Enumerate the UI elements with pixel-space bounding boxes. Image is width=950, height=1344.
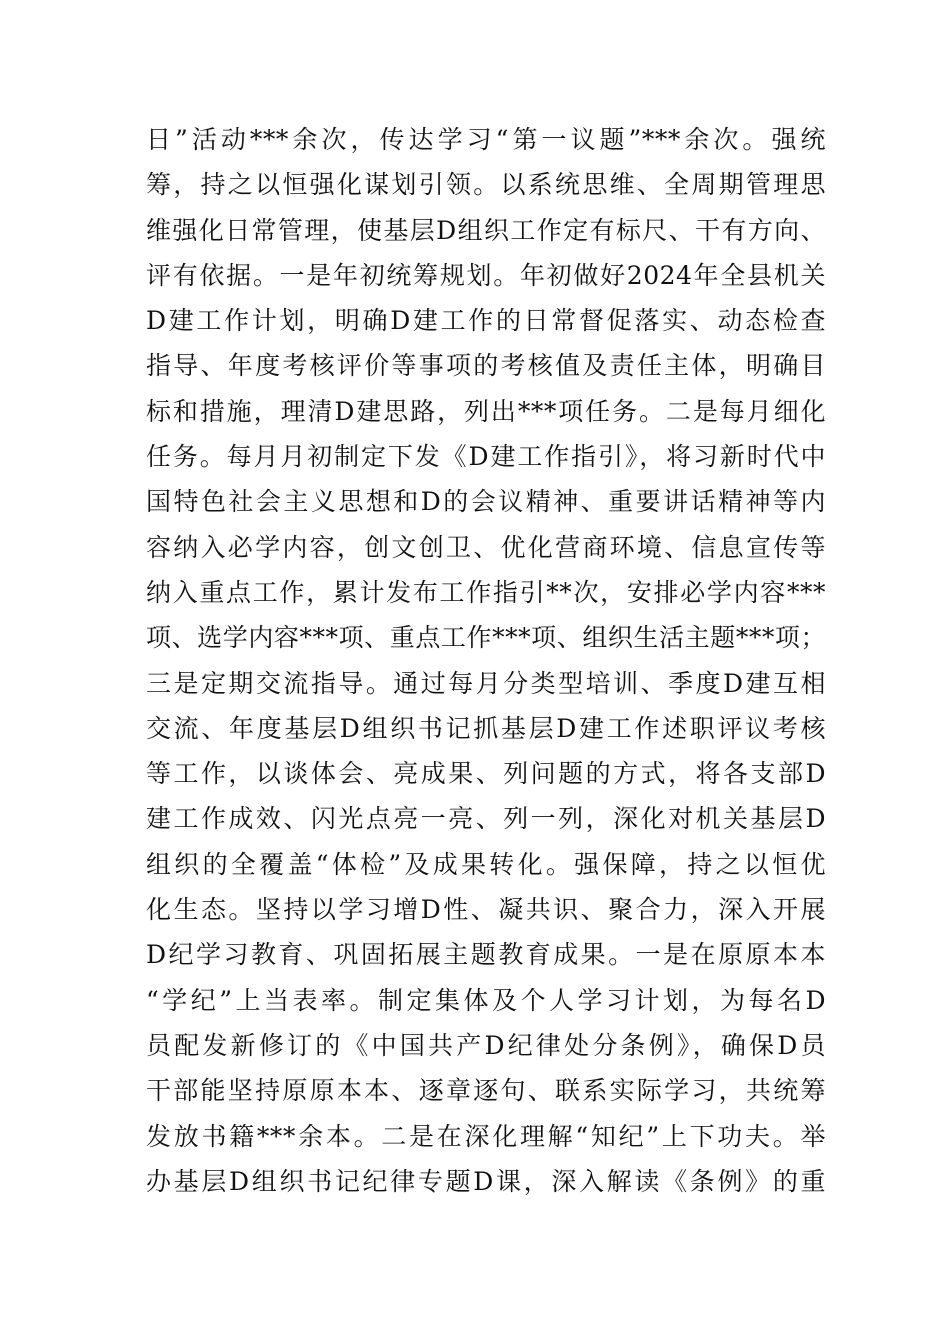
text-line: “学纪”上当表率。制定集体及个人学习计划，为每名D [146, 985, 826, 1015]
text-line: 容纳入必学内容，创文创卫、优化营商环境、信息宣传等 [146, 532, 826, 562]
text-line: 干部能坚持原原本本、逐章逐句、联系实际学习，共统筹 [146, 1076, 826, 1106]
text-line: 项、选学内容***项、重点工作***项、组织生活主题***项； [146, 623, 826, 653]
text-line: 标和措施，理清D建思路，列出***项任务。二是每月细化 [146, 396, 826, 426]
text-line: 发放书籍***余本。二是在深化理解“知纪”上下功夫。举 [146, 1121, 826, 1151]
text-line: 指导、年度考核评价等事项的考核值及责任主体，明确目 [146, 351, 826, 381]
text-line: 三是定期交流指导。通过每月分类型培训、季度D建互相 [146, 668, 826, 698]
text-line: 办基层D组织书记纪律专题D课，深入解读《条例》的重 [146, 1166, 826, 1196]
body-text [146, 117, 826, 1204]
text-line: 日”活动***余次，传达学习“第一议题”***余次。强统 [146, 125, 826, 154]
text-line: 筹，持之以恒强化谋划引领。以系统思维、全周期管理思 [146, 170, 826, 200]
text-line: 国特色社会主义思想和D的会议精神、重要讲话精神等内 [146, 487, 826, 517]
text-line: 化生态。坚持以学习增D性、凝共识、聚合力，深入开展 [146, 895, 826, 925]
text-line: D纪学习教育、巩固拓展主题教育成果。一是在原原本本 [146, 940, 826, 970]
text-line: 纳入重点工作，累计发布工作指引**次，安排必学内容*** [146, 577, 826, 607]
text-line: 维强化日常管理，使基层D组织工作定有标尺、干有方向、 [146, 215, 826, 245]
text-line: 任务。每月月初制定下发《D建工作指引》，将习新时代中 [146, 442, 826, 472]
text-line: 组织的全覆盖“体检”及成果转化。强保障，持之以恒优 [146, 849, 826, 879]
text-line: 评有依据。一是年初统筹规划。年初做好2024年全县机关 [146, 260, 826, 290]
text-line: 等工作，以谈体会、亮成果、列问题的方式，将各支部D [146, 759, 826, 789]
text-line: 建工作成效、闪光点亮一亮、列一列，深化对机关基层D [146, 804, 826, 834]
text-line: 员配发新修订的《中国共产D纪律处分条例》，确保D员 [146, 1030, 826, 1060]
text-line: 交流、年度基层D组织书记抓基层D建工作述职评议考核 [146, 713, 826, 743]
text-line: D建工作计划，明确D建工作的日常督促落实、动态检查 [146, 306, 826, 336]
